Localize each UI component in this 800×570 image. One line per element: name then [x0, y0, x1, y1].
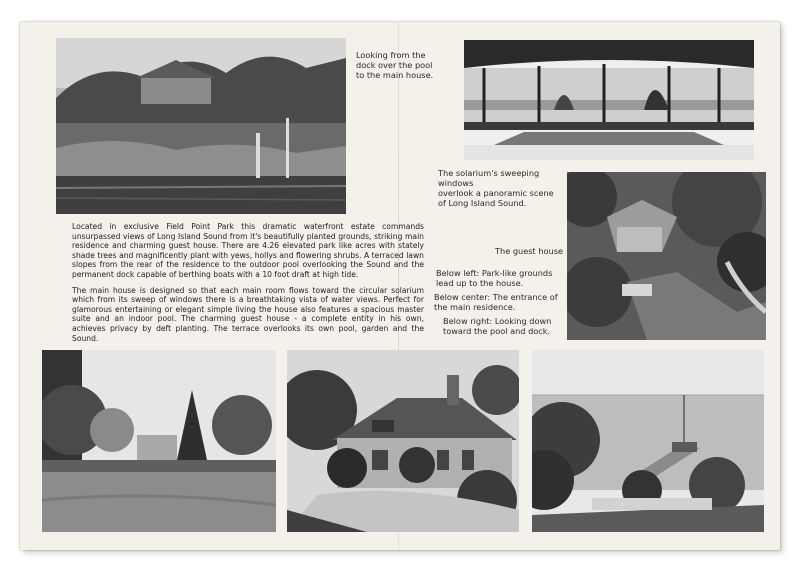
caption-below-left: Below left: Park-like grounds lead up to the house. [436, 268, 553, 288]
description-paragraph-2: The main house is designed so that each main room flows toward the circular solarium which from its sweep of windows there is a breathtaking vista of water views. Perfect for glamorous entertaining or elegant simple living the house also features a spacious master suite and an indoor pool. The charming guest house - a complete entity in his own, achieves privacy by deft planting. The terrace overlooks its own pool, garden and the Sound. [72, 285, 424, 343]
guest-house-photo [567, 172, 766, 340]
caption-guest-house: The guest house [495, 246, 564, 256]
main-entrance-photo [287, 350, 519, 532]
dock-pool-house-photo [56, 38, 346, 214]
caption-below-right: Below right: Looking down toward the pool and dock. [443, 316, 552, 336]
description-paragraph-1: Located in exclusive Field Point Park this dramatic waterfront estate commands unsurpassed views of Long Island Sound from it's beautifully planted grounds, striking main residence and charming guest house. There are 4.26 elevated park like acres with stately shade trees and magnificently plant with yews, hollys and flowering shrubs. A terraced lawn slopes from the rear of the residence to the outdoor pool overlooking the Sound and the permanent dock capable of berthing boats with a 10 foot draft at high tide. [72, 222, 424, 279]
caption-dock-view: Looking from the dock over the pool to the main house. [356, 50, 434, 80]
caption-solarium: The solarium's sweeping windows overlook a panoramic scene of Long Island Sound. [438, 168, 554, 208]
property-description [72, 222, 424, 349]
park-grounds-photo [42, 350, 276, 532]
pool-dock-photo [532, 350, 764, 532]
caption-below-center: Below center: The entrance of the main residence. [434, 292, 558, 312]
solarium-photo [464, 40, 754, 160]
